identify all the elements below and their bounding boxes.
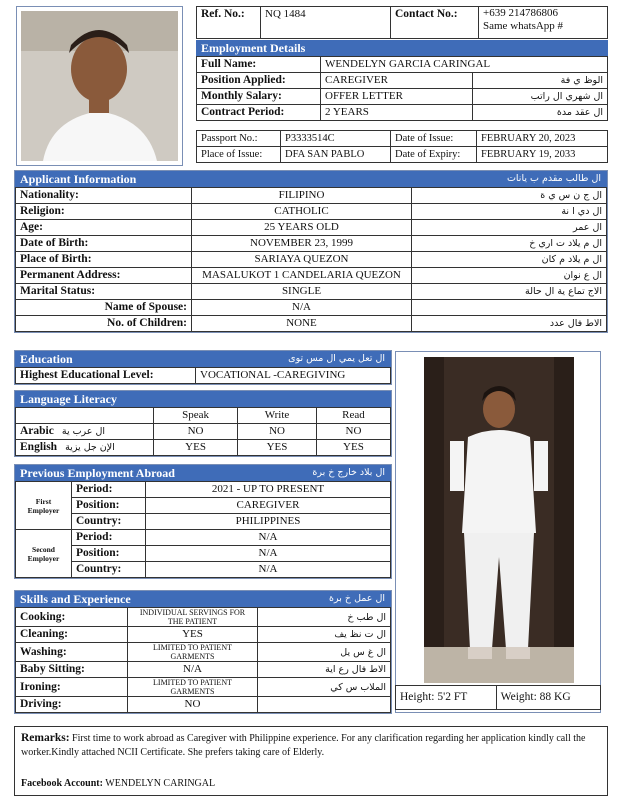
applicant-value: N/A xyxy=(192,300,412,316)
language-header: Read xyxy=(316,408,390,424)
applicant-label-ar: ال ع نوان xyxy=(412,268,607,284)
period-ar: ال عقد مدة xyxy=(473,105,608,121)
applicant-label: Name of Spouse: xyxy=(16,300,192,316)
portrait-photo xyxy=(21,11,178,161)
employer-name: First Employer xyxy=(16,482,72,530)
language-value: NO xyxy=(316,424,390,440)
passport-no-label: Passport No.: xyxy=(197,131,281,147)
applicant-value: 25 YEARS OLD xyxy=(192,220,412,236)
applicant-label-ar: ال م يلاد م كان xyxy=(412,252,607,268)
skill-label: Cooking: xyxy=(16,608,128,627)
passport-no-value: P3333514C xyxy=(281,131,391,147)
language-name-cell xyxy=(16,424,154,440)
position-label: Position Applied: xyxy=(197,73,321,89)
skill-label-ar: الاط فال رع اية xyxy=(258,662,391,678)
full-name-label: Full Name: xyxy=(197,57,321,73)
employer-field-value: N/A xyxy=(146,530,391,546)
applicant-label-ar xyxy=(412,300,607,316)
employer-field-value: N/A xyxy=(146,562,391,578)
applicant-label: Place of Birth: xyxy=(16,252,192,268)
applicant-value: NONE xyxy=(192,316,412,332)
applicant-label: Date of Birth: xyxy=(16,236,192,252)
employer-name: Second Employer xyxy=(16,530,72,578)
applicant-title-ar: ال طالب مقدم ب يانات xyxy=(506,173,601,184)
salary-ar: ال شهري ال راتب xyxy=(473,89,608,105)
language-name-cell xyxy=(16,440,154,456)
skills-table xyxy=(15,607,391,713)
weight-value: 88 KG xyxy=(539,691,571,703)
facebook-label: Facebook Account: xyxy=(21,778,103,789)
salary-label: Monthly Salary: xyxy=(197,89,321,105)
applicant-label: Marital Status: xyxy=(16,284,192,300)
applicant-label: Religion: xyxy=(16,204,192,220)
measurements xyxy=(395,685,601,710)
previous-title xyxy=(15,465,391,481)
remarks-label: Remarks: xyxy=(21,732,70,744)
skill-label: Driving: xyxy=(16,697,128,713)
height-cell xyxy=(396,686,497,710)
skill-value: YES xyxy=(128,627,258,643)
language-title: Language Literacy xyxy=(15,391,391,407)
applicant-label-ar: الاج تماع ية ال حالة xyxy=(412,284,607,300)
full-body-photo xyxy=(424,357,574,683)
passport-section xyxy=(196,130,608,163)
employment-title: Employment Details xyxy=(196,40,608,56)
issue-place-label: Place of Issue: xyxy=(197,147,281,163)
education-label: Highest Educational Level: xyxy=(16,368,196,384)
header-table xyxy=(196,6,608,39)
skill-value: N/A xyxy=(128,662,258,678)
portrait-frame xyxy=(16,6,183,166)
employer-field-value: CAREGIVER xyxy=(146,498,391,514)
position-ar: الوظ ي فة xyxy=(473,73,608,89)
applicant-title xyxy=(15,171,607,187)
contact-label: Contact No.: xyxy=(391,7,479,39)
skill-label: Cleaning: xyxy=(16,627,128,643)
employer-field-label: Country: xyxy=(72,514,146,530)
skills-section xyxy=(14,590,392,714)
applicant-row xyxy=(16,188,607,204)
applicant-row xyxy=(16,268,607,284)
language-value: YES xyxy=(154,440,238,456)
previous-title-ar: ال بلاد خارج خ برة xyxy=(312,467,385,478)
issue-date-label: Date of Issue: xyxy=(391,131,477,147)
language-header-blank xyxy=(16,408,154,424)
applicant-label-ar: الاط فال عدد xyxy=(412,316,607,332)
applicant-label-ar: ال دي ا نة xyxy=(412,204,607,220)
employer-field-label: Country: xyxy=(72,562,146,578)
issue-date-value: FEBRUARY 20, 2023 xyxy=(477,131,608,147)
full-name-value: WENDELYN GARCIA CARINGAL xyxy=(321,57,608,73)
applicant-row xyxy=(16,252,607,268)
language-name: English xyxy=(20,441,58,453)
education-value: VOCATIONAL -CAREGIVING xyxy=(196,368,391,384)
period-value: 2 YEARS xyxy=(321,105,473,121)
language-section xyxy=(14,390,392,457)
period-label: Contract Period: xyxy=(197,105,321,121)
ref-label: Ref. No.: xyxy=(197,7,261,39)
employer-field-value: N/A xyxy=(146,546,391,562)
skill-value: INDIVIDUAL SERVINGS FOR THE PATIENT xyxy=(128,608,258,627)
language-name-ar: ال عرب ية xyxy=(61,426,106,437)
skill-label-ar: ال طب خ xyxy=(258,608,391,627)
expiry-date-label: Date of Expiry: xyxy=(391,147,477,163)
language-value: NO xyxy=(238,424,317,440)
applicant-row xyxy=(16,236,607,252)
skill-label-ar: ال ت نظ يف xyxy=(258,627,391,643)
issue-place-value: DFA SAN PABLO xyxy=(281,147,391,163)
weight-label: Weight: xyxy=(500,691,537,703)
education-section xyxy=(14,350,392,385)
applicant-label: No. of Children: xyxy=(16,316,192,332)
applicant-row xyxy=(16,284,607,300)
skill-value: LIMITED TO PATIENT GARMENTS xyxy=(128,678,258,697)
expiry-date-value: FEBRUARY 19, 2033 xyxy=(477,147,608,163)
employer-field-value: PHILIPPINES xyxy=(146,514,391,530)
salary-value: OFFER LETTER xyxy=(321,89,473,105)
applicant-label-ar: ال عمر xyxy=(412,220,607,236)
height-label: Height: xyxy=(400,691,435,703)
skill-value: NO xyxy=(128,697,258,713)
applicant-value: CATHOLIC xyxy=(192,204,412,220)
previous-section xyxy=(14,464,392,579)
skills-title-ar: ال عمل خ برة xyxy=(329,593,385,604)
contact-note: Same whatsApp # xyxy=(483,20,564,32)
applicant-label: Age: xyxy=(16,220,192,236)
employer-field-label: Period: xyxy=(72,482,146,498)
language-value: NO xyxy=(154,424,238,440)
applicant-value: SARIAYA QUEZON xyxy=(192,252,412,268)
applicant-section xyxy=(14,170,608,333)
applicant-row xyxy=(16,204,607,220)
language-header: Write xyxy=(238,408,317,424)
previous-table xyxy=(15,481,391,578)
applicant-label-ar: ال ج ن س ي ة xyxy=(412,188,607,204)
employer-field-label: Period: xyxy=(72,530,146,546)
applicant-row xyxy=(16,220,607,236)
applicant-value: NOVEMBER 23, 1999 xyxy=(192,236,412,252)
education-title-ar: ال تعل يمي ال مس توى xyxy=(288,353,385,364)
skill-label: Ironing: xyxy=(16,678,128,697)
skill-label: Washing: xyxy=(16,643,128,662)
employment-section xyxy=(196,40,608,121)
education-title xyxy=(15,351,391,367)
applicant-row xyxy=(16,300,607,316)
employer-field-value: 2021 - UP TO PRESENT xyxy=(146,482,391,498)
employer-field-label: Position: xyxy=(72,546,146,562)
ref-value: NQ 1484 xyxy=(261,7,391,39)
previous-title-en: Previous Employment Abroad xyxy=(20,466,175,480)
weight-cell xyxy=(496,686,600,710)
full-body-frame xyxy=(395,351,601,713)
language-name-ar: الإن جل يزية xyxy=(65,442,115,453)
remarks-section xyxy=(14,726,608,796)
language-value: YES xyxy=(316,440,390,456)
height-value: 5'2 FT xyxy=(437,691,468,703)
employer-field-label: Position: xyxy=(72,498,146,514)
applicant-row xyxy=(16,316,607,332)
skill-value: LIMITED TO PATIENT GARMENTS xyxy=(128,643,258,662)
applicant-value: SINGLE xyxy=(192,284,412,300)
language-name: Arabic xyxy=(20,425,54,437)
remarks-text: First time to work abroad as Caregiver with Philippine experience. For any clarification regarding her application kindly call the worker.Kindly attached NCII Certificate. She prefers taking care of Elderly. xyxy=(21,733,586,758)
skill-label-ar: ال غ س يل xyxy=(258,643,391,662)
applicant-title-en: Applicant Information xyxy=(20,172,137,186)
language-header: Speak xyxy=(154,408,238,424)
language-table xyxy=(15,407,391,456)
skills-title-en: Skills and Experience xyxy=(20,592,131,606)
skill-label-ar: الملاب س كي xyxy=(258,678,391,697)
applicant-label: Permanent Address: xyxy=(16,268,192,284)
skills-title xyxy=(15,591,391,607)
skill-label-ar xyxy=(258,697,391,713)
facebook-value: WENDELYN CARINGAL xyxy=(105,778,216,789)
applicant-label: Nationality: xyxy=(16,188,192,204)
applicant-label-ar: ال م يلاد ت اري خ xyxy=(412,236,607,252)
skill-label: Baby Sitting: xyxy=(16,662,128,678)
applicant-table xyxy=(15,187,607,332)
position-value: CAREGIVER xyxy=(321,73,473,89)
education-title-en: Education xyxy=(20,352,73,366)
contact-value: +639 214786806 xyxy=(483,7,558,19)
language-value: YES xyxy=(238,440,317,456)
applicant-value: FILIPINO xyxy=(192,188,412,204)
applicant-value: MASALUKOT 1 CANDELARIA QUEZON xyxy=(192,268,412,284)
